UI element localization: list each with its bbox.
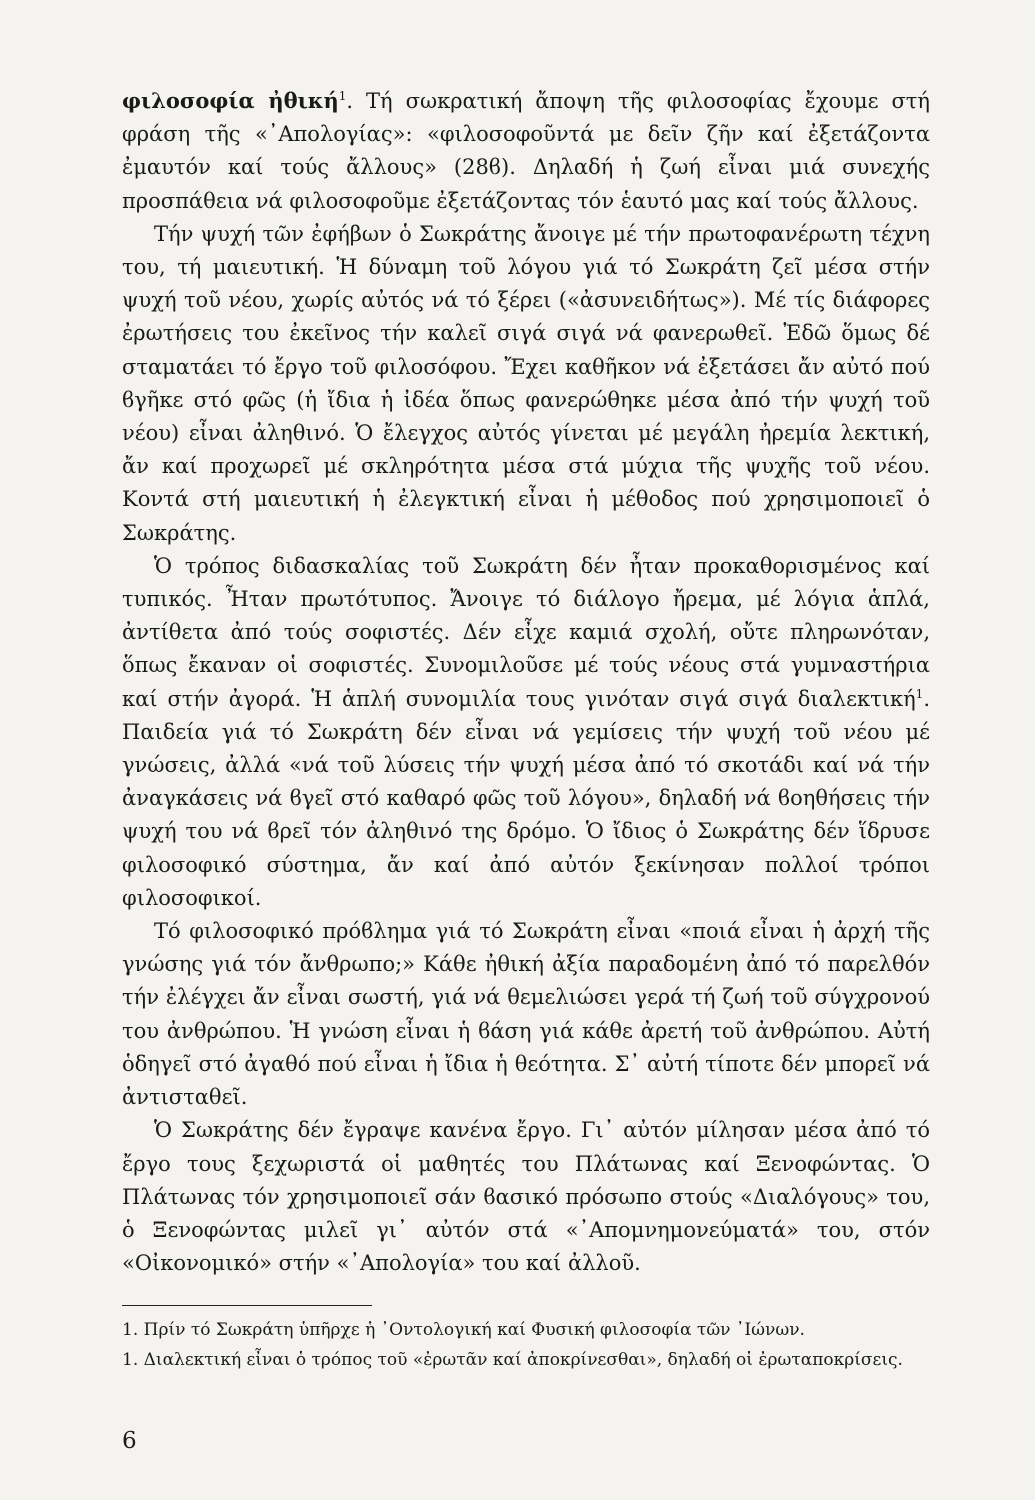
paragraph-text-continued: . Παιδεία γιά τό Σωκράτη δέν εἶναι νά γεμίσεις τήν ψυχή τοῦ νέου μέ γνώσεις, ἀλλά «νά τοῦ λύσεις τήν ψυχή μέσα ἀπό τό σκοτάδι καί νά τήν ἀναγκάσεις νά ϐγεῖ στό καθαρό φῶς τοῦ λόγου», δηλαδή νά ϐοηθήσεις τήν ψυχή του νά ϐρεῖ τόν ἀληθινό της δρόμο. Ὁ ἴδιος ὁ Σωκράτης δέν ἵδρυσε φιλοσοφικό σύστημα, ἄν καί ἀπό αὐτόν ξεκίνησαν πολλοί τρόποι φιλοσοφικοί. xyxy=(122,686,930,910)
paragraph-5: Ὁ Σωκράτης δέν ἔγραψε κανένα ἔργο. Γι᾿ αὐτόν μίλησαν μέσα ἀπό τό ἔργο τους ξεχωριστά οἱ μαθητές του Πλάτωνας καί Ξενοφώντας. Ὁ Πλάτωνας τόν χρησιμοποιεῖ σάν ϐασικό πρόσωπο στούς «Διαλόγους» του, ὁ Ξενοφώντας μιλεῖ γι᾿ αὐτόν στά «᾿Απομνημονεύματά» του, στόν «Οἰκονομικό» στήν «᾿Απολογία» του καί ἀλλοῦ. xyxy=(122,1118,930,1276)
body-text xyxy=(122,84,930,1280)
footnote-1: 1. Πρίν τό Σωκράτη ὑπῆρχε ἡ ᾿Οντολογική καί Φυσική φιλοσοφία τῶν ᾿Ιώνων. xyxy=(122,1320,805,1340)
paragraph-1 xyxy=(122,84,930,218)
footnote-2: 1. Διαλεκτική εἶναι ὁ τρόπος τοῦ «ἐρωτᾶν καί ἀποκρίνεσθαι», δηλαδή οἱ ἐρωταποκρίσεις. xyxy=(122,1350,903,1370)
footnotes xyxy=(122,1318,930,1378)
paragraph-text: Ὁ τρόπος διδασκαλίας τοῦ Σωκράτη δέν ἦταν προκαθορισμένος καί τυπικός. Ἦταν πρωτότυπος. Ἄνοιγε τό διάλογο ἤρεμα, μέ λόγια ἁπλά, ἀντίθετα ἀπό τούς σοφιστές. Δέν εἶχε καμιά σχολή, οὔτε πληρωνόταν, ὅπως ἔκαναν οἱ σοφιστές. Συνομιλοῦσε μέ τούς νέους στά γυμναστήρια καί στήν ἀγορά. Ἡ ἁπλή συνομιλία τους γινόταν σιγά σιγά διαλεκτική xyxy=(122,553,930,711)
footnote-ref-1: 1 xyxy=(338,89,347,103)
footnote-divider xyxy=(122,1305,372,1306)
paragraph-text: . Τή σωκρατική ἄποψη τῆς φιλοσοφίας ἔχουμε στή φράση τῆς «᾿Απολογίας»: «φιλοσοφοῦντά με δεῖν ζῆν καί ἐξετάζοντα ἐμαυτόν καί τούς ἄλλους» (28ϐ). Δηλαδή ἡ ζωή εἶναι μιά συνεχής προσπάθεια νά φιλοσοφοῦμε ἐξετάζοντας τόν ἑαυτό μας καί τούς ἄλλους. xyxy=(122,89,930,213)
paragraph-2: Τήν ψυχή τῶν ἐφήβων ὁ Σωκράτης ἄνοιγε μέ τήν πρωτοφανέρωτη τέχνη του, τή μαιευτική. Ἡ δύναμη τοῦ λόγου γιά τό Σωκράτη ζεῖ μέσα στήν ψυχή τοῦ νέου, χωρίς αὐτός νά τό ξέρει («ἀσυνειδήτως»). Μέ τίς διάφορες ἐρωτήσεις του ἐκεῖνος τήν καλεῖ σιγά σιγά νά φανερωθεῖ. Ἐδῶ ὅμως δέ σταματάει τό ἔργο τοῦ φιλοσόφου. Ἔχει καθῆκον νά ἐξετάσει ἄν αὐτό πού ϐγῆκε στό φῶς (ἡ ἴδια ἡ ἰδέα ὅπως φανερώθηκε μέσα ἀπό τήν ψυχή τοῦ νέου) εἶναι ἀληθινό. Ὁ ἔλεγχος αὐτός γίνεται μέ μεγάλη ἠρεμία λεκτική, ἄν καί προχωρεῖ μέ σκληρότητα μέσα στά μύχια τῆς ψυχῆς τοῦ νέου. Κοντά στή μαιευτική ἡ ἐλεγκτική εἶναι ἡ μέθοδος πού χρησιμοποιεῖ ὁ Σωκράτης. xyxy=(122,221,930,545)
paragraph-4: Τό φιλοσοφικό πρόϐλημα γιά τό Σωκράτη εἶναι «ποιά εἶναι ἡ ἀρχή τῆς γνώσης γιά τόν ἄνθρωπο;» Κάθε ἠθική ἀξία παραδομένη ἀπό τό παρελθόν τήν ἐλέγχει ἄν εἶναι σωστή, γιά νά θεμελιώσει γερά τή ζωή τοῦ σύγχρονού του ἀνθρώπου. Ἡ γνώση εἶναι ἡ ϐάση γιά κάθε ἀρετή τοῦ ἀνθρώπου. Αὐτή ὁδηγεῖ στό ἀγαθό πού εἶναι ἡ ἴδια ἡ θεότητα. Σ᾿ αὐτή τίποτε δέν μπορεῖ νά ἀντισταθεῖ. xyxy=(122,919,930,1110)
page-number: 6 xyxy=(122,1428,137,1454)
lead-term: φιλοσοφία ἠθική xyxy=(122,88,339,113)
paragraph-3 xyxy=(122,550,930,915)
footnote-ref-2: 1 xyxy=(915,686,924,701)
